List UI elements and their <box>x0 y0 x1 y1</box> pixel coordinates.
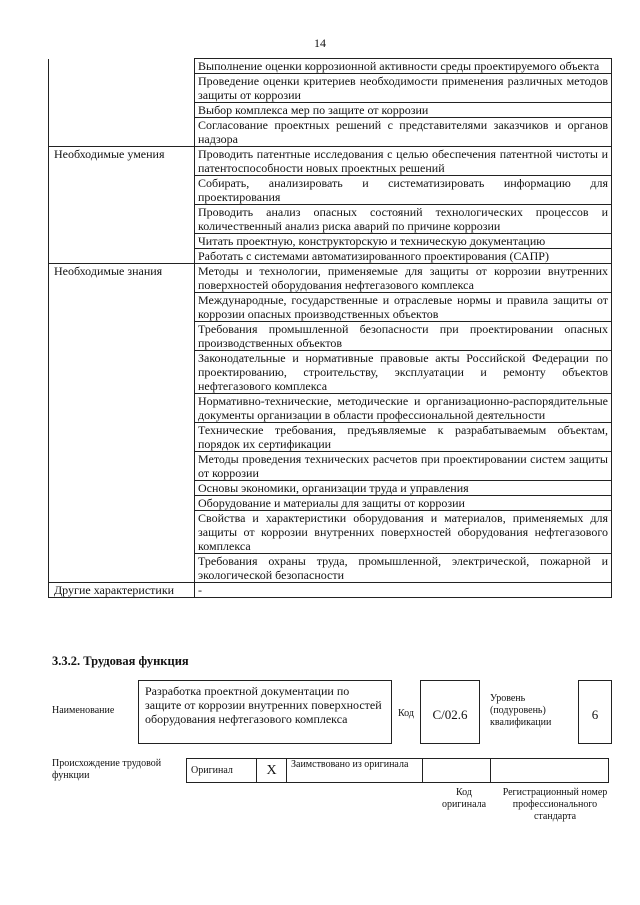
requirement-item: Технические требования, предъявляемые к разрабатываемым объектам, порядок их сертификации <box>195 423 612 452</box>
name-label: Наименование <box>52 705 115 716</box>
requirement-row <box>49 59 612 74</box>
requirement-item: Основы экономики, организации труда и управления <box>195 481 612 496</box>
requirement-item: Выполнение оценки коррозионной активности среды проектируемого объекта <box>195 59 612 74</box>
qualification-level: 6 <box>578 680 612 744</box>
requirement-item: Оборудование и материалы для защиты от коррозии <box>195 496 612 511</box>
requirement-item: Собирать, анализировать и систематизировать информацию для проектирования <box>195 176 612 205</box>
requirement-item: Методы проведения технических расчетов при проектировании систем защиты от коррозии <box>195 452 612 481</box>
original-code-caption: Код оригинала <box>441 787 487 810</box>
requirement-category: Необходимые умения <box>49 147 195 264</box>
requirement-item: Методы и технологии, применяемые для защиты от коррозии внутренних поверхностей оборудования нефтегазового комплекса <box>195 264 612 293</box>
original-mark: X <box>257 759 287 783</box>
requirement-item: Требования охраны труда, промышленной, электрической, пожарной и экологической безопасности <box>195 554 612 583</box>
requirement-category: Необходимые знания <box>49 264 195 583</box>
requirement-item: Законодательные и нормативные правовые акты Российской Федерации по проектированию, строительству, эксплуатации и ремонту объектов нефтегазового комплекса <box>195 351 612 394</box>
original-code-cell <box>423 759 491 783</box>
requirement-row <box>49 264 612 293</box>
requirement-row <box>49 583 612 598</box>
borrowed-label: Заимствовано из оригинала <box>287 759 423 783</box>
origin-table <box>186 758 609 783</box>
page-number: 14 <box>314 36 326 50</box>
requirement-item: Проводить патентные исследования с целью обеспечения патентной чистоты и патентоспособности новых проектных решений <box>195 147 612 176</box>
registration-caption: Регистрационный номер профессионального стандарта <box>502 787 608 822</box>
labor-function-code: С/02.6 <box>420 680 480 744</box>
requirement-item: Свойства и характеристики оборудования и материалов, применяемых для защиты от коррозии внутренних поверхностей оборудования нефтегазового комплекса <box>195 511 612 554</box>
origin-label: Происхождение трудовой функции <box>52 758 162 781</box>
requirement-item: - <box>195 583 612 598</box>
section-title: 3.3.2. Трудовая функция <box>52 654 189 668</box>
requirement-item: Выбор комплекса мер по защите от коррозии <box>195 103 612 118</box>
requirement-category <box>49 59 195 147</box>
requirement-item: Международные, государственные и отраслевые нормы и правила защиты от коррозии опасных производственных объектов <box>195 293 612 322</box>
requirement-row <box>49 147 612 176</box>
requirement-item: Проведение оценки критериев необходимости применения различных методов защиты от коррозии <box>195 74 612 103</box>
requirement-item: Требования промышленной безопасности при проектировании опасных производственных объектов <box>195 322 612 351</box>
requirement-category: Другие характеристики <box>49 583 195 598</box>
code-label: Код <box>398 708 414 719</box>
original-label: Оригинал <box>187 759 257 783</box>
requirement-item: Нормативно-технические, методические и организационно-распорядительные документы организации в области профессиональной деятельности <box>195 394 612 423</box>
qualification-level-label: Уровень (подуровень) квалификации <box>490 693 552 728</box>
requirement-item: Читать проектную, конструкторскую и техническую документацию <box>195 234 612 249</box>
requirements-table <box>48 58 612 598</box>
requirement-item: Работать с системами автоматизированного проектирования (САПР) <box>195 249 612 264</box>
registration-number-cell <box>491 759 609 783</box>
requirement-item: Проводить анализ опасных состояний технологических процессов и количественный анализ риска аварий по причине коррозии <box>195 205 612 234</box>
labor-function-name: Разработка проектной документации по защите от коррозии внутренних поверхностей оборудования нефтегазового комплекса <box>138 680 392 744</box>
requirement-item: Согласование проектных решений с представителями заказчиков и органов надзора <box>195 118 612 147</box>
